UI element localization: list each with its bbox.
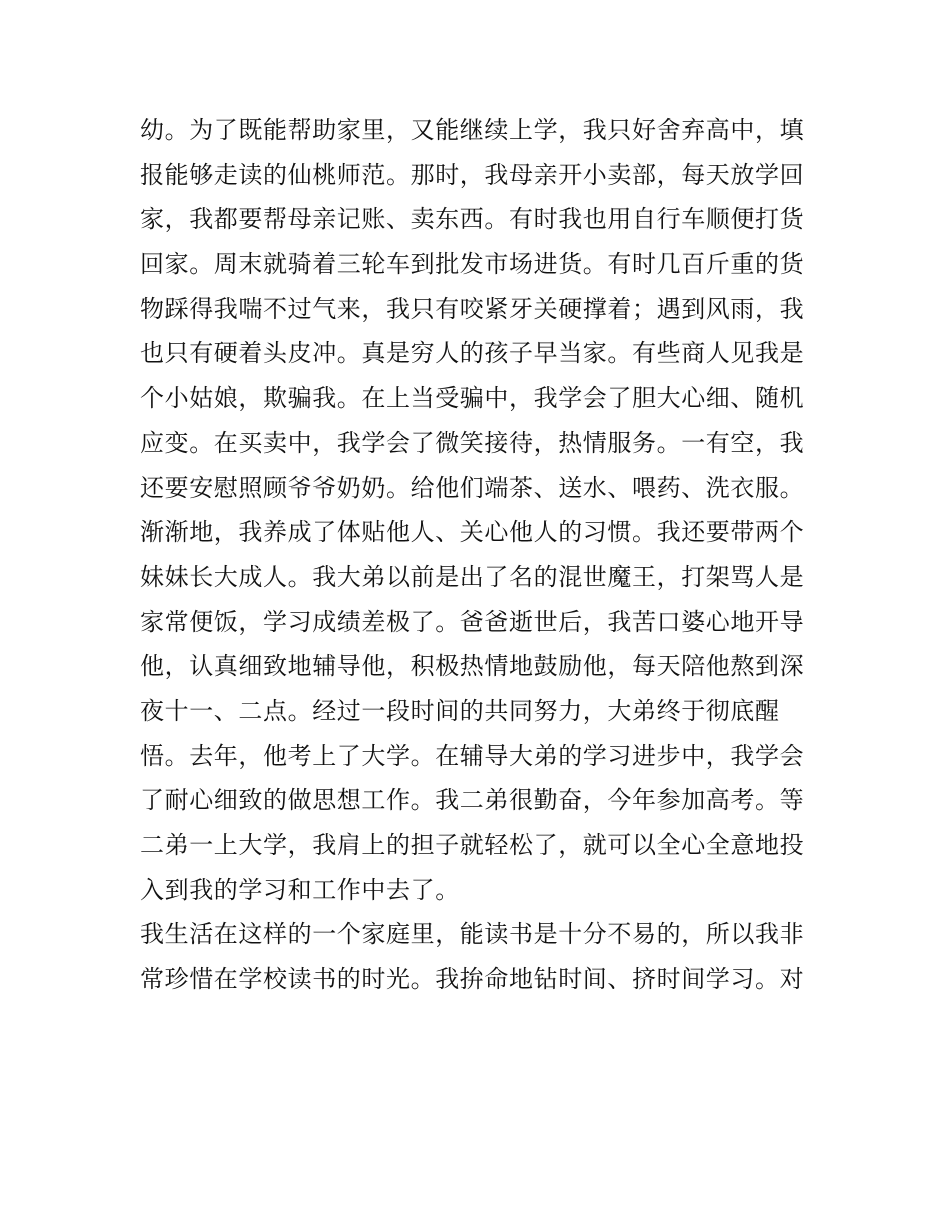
text-line: 幼。为了既能帮助家里，又能继续上学，我只好舍弃高中，填 <box>140 116 805 144</box>
text-line: 夜十一、二点。经过一段时间的共同努力，大弟终于彻底醒 <box>140 696 780 725</box>
text-line: 我生活在这样的一个家庭里，能读书是十分不易的，所以我非 <box>140 920 805 949</box>
text-line: 常珍惜在学校读书的时光。我拚命地钻时间、挤时间学习。对 <box>140 965 805 994</box>
text-line: 二弟一上大学，我肩上的担子就轻松了，就可以全心全意地投 <box>140 831 805 859</box>
text-line: 物踩得我喘不过气来，我只有咬紧牙关硬撑着；遇到风雨，我 <box>140 294 805 323</box>
text-line: 妹妹长大成人。我大弟以前是出了名的混世魔王，打架骂人是 <box>140 562 805 591</box>
text-line: 回家。周末就骑着三轮车到批发市场进货。有时几百斤重的货 <box>140 250 805 279</box>
text-line: 悟。去年，他考上了大学。在辅导大弟的学习进步中，我学会 <box>140 741 805 770</box>
text-line: 家，我都要帮母亲记账、卖东西。有时我也用自行车顺便打货 <box>140 205 805 234</box>
text-line: 入到我的学习和工作中去了。 <box>140 875 460 904</box>
text-line: 渐渐地，我养成了体贴他人、关心他人的习惯。我还要带两个 <box>140 518 805 547</box>
text-line: 了耐心细致的做思想工作。我二弟很勤奋，今年参加高考。等 <box>140 786 805 815</box>
text-line: 报能够走读的仙桃师范。那时，我母亲开小卖部，每天放学回 <box>140 160 805 189</box>
body-text <box>140 108 820 1002</box>
text-line: 应变。在买卖中，我学会了微笑接待，热情服务。一有空，我 <box>140 428 805 457</box>
text-line: 个小姑娘，欺骗我。在上当受骗中，我学会了胆大心细、随机 <box>140 384 805 413</box>
text-line: 家常便饭，学习成绩差极了。爸爸逝世后，我苦口婆心地开导 <box>140 607 805 636</box>
text-line: 他，认真细致地辅导他，积极热情地鼓励他，每天陪他熬到深 <box>140 652 805 681</box>
text-line: 也只有硬着头皮冲。真是穷人的孩子早当家。有些商人见我是 <box>140 339 805 368</box>
text-line: 还要安慰照顾爷爷奶奶。给他们端茶、送水、喂药、洗衣服。 <box>140 473 805 502</box>
